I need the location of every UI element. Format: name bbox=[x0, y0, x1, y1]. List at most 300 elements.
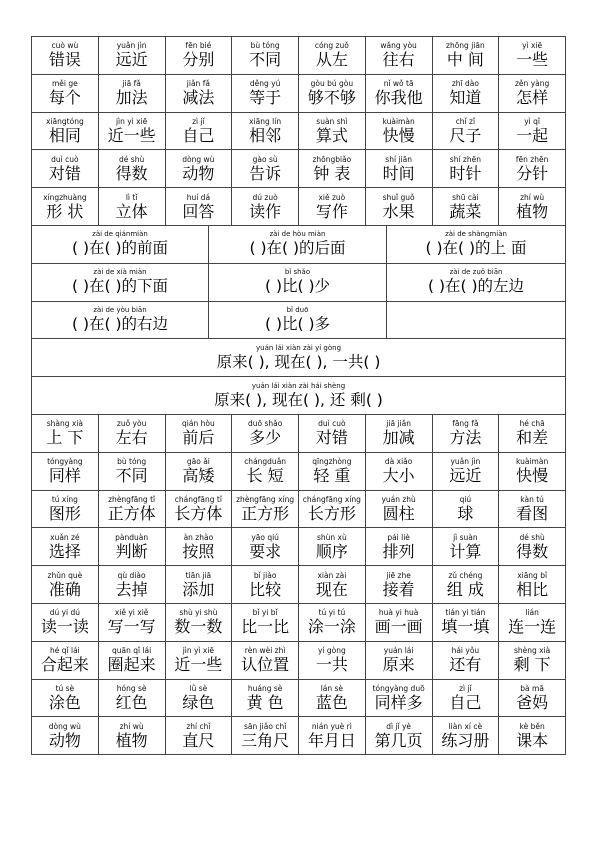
word-cell bbox=[366, 453, 433, 490]
hanzi-text: 同样多 bbox=[374, 692, 423, 712]
hanzi-text: 相同 bbox=[48, 125, 81, 145]
pinyin-text: sān jiǎo chǐ bbox=[243, 721, 287, 731]
word-cell bbox=[433, 188, 500, 225]
pinyin-text: zhǔn què bbox=[47, 570, 83, 580]
hanzi-text: 近一些 bbox=[174, 655, 223, 675]
pinyin-text: hái yǒu bbox=[451, 646, 480, 656]
pinyin-text: dòng wù bbox=[182, 154, 215, 164]
pinyin-text: zài de yòu biān bbox=[93, 305, 147, 314]
word-row bbox=[32, 491, 566, 529]
hanzi-text: 第几页 bbox=[374, 730, 423, 750]
word-cell bbox=[99, 566, 166, 603]
pinyin-text: yí gòng bbox=[317, 646, 346, 656]
pinyin-text: bù tóng bbox=[117, 457, 147, 467]
pinyin-text: àn zhào bbox=[183, 532, 214, 542]
word-cell bbox=[433, 113, 500, 150]
word-cell bbox=[433, 150, 500, 187]
hanzi-text: 水果 bbox=[382, 201, 415, 221]
phrase-row bbox=[32, 264, 566, 302]
hanzi-text: 告诉 bbox=[249, 163, 282, 183]
hanzi-text: ( )在( )的右边 bbox=[71, 314, 169, 333]
pinyin-text: chǐ zǐ bbox=[455, 116, 476, 126]
word-cell bbox=[232, 680, 299, 717]
hanzi-text: 轻 重 bbox=[313, 466, 351, 486]
word-cell bbox=[232, 75, 299, 112]
phrase-cell bbox=[387, 264, 566, 301]
phrase-row bbox=[32, 339, 566, 377]
word-cell bbox=[166, 415, 233, 452]
pinyin-text: shí zhēn bbox=[449, 154, 481, 164]
pinyin-text: gāo ǎi bbox=[186, 457, 210, 467]
hanzi-text: 长方体 bbox=[174, 503, 223, 523]
pinyin-text: duì cuò bbox=[51, 154, 79, 164]
word-row bbox=[32, 528, 566, 566]
pinyin-text: bǐ shǎo bbox=[284, 268, 311, 277]
pinyin-text: yuǎn jìn bbox=[116, 41, 147, 51]
hanzi-text: 年月日 bbox=[307, 730, 356, 750]
hanzi-text: 一起 bbox=[516, 125, 549, 145]
hanzi-text: 球 bbox=[457, 503, 474, 523]
hanzi-text: 知道 bbox=[449, 88, 482, 108]
word-cell bbox=[366, 528, 433, 565]
word-cell bbox=[366, 566, 433, 603]
hanzi-text: 剩 下 bbox=[513, 655, 551, 675]
word-cell bbox=[232, 528, 299, 565]
phrase-cell bbox=[32, 226, 209, 263]
hanzi-text: 正方体 bbox=[107, 503, 156, 523]
hanzi-text: 左右 bbox=[115, 428, 148, 448]
hanzi-text: 快慢 bbox=[382, 125, 415, 145]
hanzi-text: 涂色 bbox=[48, 692, 81, 712]
pinyin-text: tiān jiā bbox=[185, 570, 212, 580]
pinyin-text: zhí wù bbox=[520, 192, 545, 202]
word-cell bbox=[499, 37, 566, 74]
phrase-row bbox=[32, 226, 566, 264]
word-cell bbox=[366, 717, 433, 754]
word-cell bbox=[499, 75, 566, 112]
word-cell bbox=[232, 604, 299, 641]
pinyin-text: lián bbox=[525, 608, 539, 618]
hanzi-text: 怎样 bbox=[516, 88, 549, 108]
hanzi-text: 涂一涂 bbox=[307, 617, 356, 637]
word-row bbox=[32, 113, 566, 151]
hanzi-text: 添加 bbox=[182, 579, 215, 599]
word-cell bbox=[166, 150, 233, 187]
word-cell bbox=[499, 604, 566, 641]
hanzi-text: 绿色 bbox=[182, 692, 215, 712]
hanzi-text: 上 下 bbox=[46, 428, 84, 448]
word-cell bbox=[32, 491, 99, 528]
hanzi-text: 组 成 bbox=[446, 579, 484, 599]
hanzi-text: 连一连 bbox=[508, 617, 557, 637]
word-cell bbox=[433, 604, 500, 641]
pinyin-text: shū cài bbox=[452, 192, 479, 202]
word-row bbox=[32, 150, 566, 188]
word-cell bbox=[299, 604, 366, 641]
word-cell bbox=[499, 680, 566, 717]
pinyin-text: hóng sè bbox=[116, 683, 147, 693]
word-cell bbox=[433, 528, 500, 565]
word-cell bbox=[299, 566, 366, 603]
word-cell bbox=[166, 604, 233, 641]
word-cell bbox=[166, 37, 233, 74]
word-cell bbox=[499, 566, 566, 603]
pinyin-text: pái liè bbox=[387, 532, 410, 542]
hanzi-text: 回答 bbox=[182, 201, 215, 221]
hanzi-text: 前后 bbox=[182, 428, 215, 448]
hanzi-text: 减法 bbox=[182, 88, 215, 108]
word-cell bbox=[499, 528, 566, 565]
hanzi-text: 图形 bbox=[48, 503, 81, 523]
hanzi-text: 画一画 bbox=[374, 617, 423, 637]
hanzi-text: 准确 bbox=[48, 579, 81, 599]
pinyin-text: shèng xià bbox=[513, 646, 551, 656]
pinyin-text: xuǎn zé bbox=[50, 532, 80, 542]
pinyin-text: shuǐ guǒ bbox=[382, 192, 415, 202]
word-cell bbox=[32, 415, 99, 452]
word-cell bbox=[299, 491, 366, 528]
pinyin-text: gòu bú gòu bbox=[310, 79, 354, 89]
pinyin-text: dé shù bbox=[519, 532, 545, 542]
hanzi-text: 植物 bbox=[115, 730, 148, 750]
word-cell bbox=[166, 642, 233, 679]
pinyin-text: dú zuò bbox=[252, 192, 278, 202]
word-cell bbox=[32, 604, 99, 641]
pinyin-text: nián yuè rì bbox=[311, 721, 352, 731]
phrase-cell bbox=[32, 377, 566, 414]
phrase-cell bbox=[32, 302, 209, 339]
word-cell bbox=[166, 113, 233, 150]
pinyin-text: qù diào bbox=[117, 570, 146, 580]
pinyin-text: yuán lái xiàn zài yí gòng bbox=[255, 343, 342, 352]
pinyin-text: yuán lái bbox=[383, 646, 414, 656]
word-cell bbox=[32, 113, 99, 150]
hanzi-text: 长 短 bbox=[246, 466, 284, 486]
pinyin-text: fēn zhēn bbox=[515, 154, 549, 164]
word-cell bbox=[166, 717, 233, 754]
pinyin-text: kè běn bbox=[519, 721, 545, 731]
hanzi-text: 每个 bbox=[48, 88, 81, 108]
hanzi-text: 动物 bbox=[182, 163, 215, 183]
hanzi-text: 算式 bbox=[315, 125, 348, 145]
pinyin-text: jìn yì xiē bbox=[182, 646, 215, 656]
word-cell bbox=[433, 37, 500, 74]
pinyin-text: pànduàn bbox=[115, 532, 149, 542]
pinyin-text: xiāng lín bbox=[249, 116, 282, 126]
pinyin-text: cóng zuǒ bbox=[314, 41, 349, 51]
word-cell bbox=[99, 717, 166, 754]
pinyin-text: zǔ chéng bbox=[448, 570, 483, 580]
pinyin-text: lǜ sè bbox=[189, 683, 208, 693]
hanzi-text: 加减 bbox=[382, 428, 415, 448]
hanzi-text: 看图 bbox=[516, 503, 549, 523]
hanzi-text: 分别 bbox=[182, 50, 215, 70]
pinyin-text: kuàimàn bbox=[382, 116, 415, 126]
pinyin-text: quān qǐ lái bbox=[112, 646, 152, 656]
hanzi-text: 错误 bbox=[48, 50, 81, 70]
word-cell bbox=[299, 680, 366, 717]
hanzi-text: 一些 bbox=[516, 50, 549, 70]
word-cell bbox=[99, 415, 166, 452]
pinyin-text: dé shù bbox=[119, 154, 145, 164]
hanzi-text: 顺序 bbox=[315, 541, 348, 561]
word-row bbox=[32, 604, 566, 642]
pinyin-text: chángfāng tǐ bbox=[174, 494, 222, 504]
phrase-cell bbox=[209, 264, 387, 301]
word-cell bbox=[166, 75, 233, 112]
word-cell bbox=[232, 415, 299, 452]
pinyin-text: yì xiē bbox=[522, 41, 543, 51]
pinyin-text: yuán zhù bbox=[381, 494, 416, 504]
hanzi-text: 不同 bbox=[115, 466, 148, 486]
hanzi-text: 多少 bbox=[249, 428, 282, 448]
pinyin-text: duō shǎo bbox=[247, 419, 283, 429]
hanzi-text: 比一比 bbox=[241, 617, 290, 637]
hanzi-text: 立体 bbox=[115, 201, 148, 221]
pinyin-text: qīngzhòng bbox=[312, 457, 352, 467]
pinyin-text: xiě yi xiě bbox=[114, 608, 149, 618]
pinyin-text: dì jǐ yè bbox=[386, 721, 412, 731]
hanzi-text: 时针 bbox=[449, 163, 482, 183]
word-cell bbox=[232, 566, 299, 603]
word-cell bbox=[99, 642, 166, 679]
vocabulary-table bbox=[31, 36, 566, 755]
word-cell bbox=[32, 453, 99, 490]
pinyin-text: bǐ jiào bbox=[253, 570, 277, 580]
pinyin-text: zěn yàng bbox=[515, 79, 550, 89]
pinyin-text: bǐ yi bǐ bbox=[252, 608, 278, 618]
word-cell bbox=[499, 188, 566, 225]
word-cell bbox=[99, 188, 166, 225]
pinyin-text: jiē zhe bbox=[386, 570, 411, 580]
word-cell bbox=[299, 188, 366, 225]
pinyin-text: fēn bié bbox=[185, 41, 212, 51]
hanzi-text: 正方形 bbox=[241, 503, 290, 523]
word-cell bbox=[433, 566, 500, 603]
word-cell bbox=[499, 415, 566, 452]
word-cell bbox=[166, 680, 233, 717]
word-cell bbox=[32, 528, 99, 565]
pinyin-text: zhī dào bbox=[451, 79, 479, 89]
pinyin-text: tú sè bbox=[55, 683, 75, 693]
pinyin-text: lì tǐ bbox=[125, 192, 138, 202]
pinyin-text: yì qǐ bbox=[524, 116, 540, 126]
word-cell bbox=[299, 113, 366, 150]
word-cell bbox=[166, 491, 233, 528]
pinyin-text: dú yi dú bbox=[49, 608, 81, 618]
hanzi-text: 去掉 bbox=[115, 579, 148, 599]
pinyin-text: tú yi tú bbox=[318, 608, 346, 618]
word-row bbox=[32, 680, 566, 718]
pinyin-text: měi ge bbox=[51, 79, 78, 89]
word-cell bbox=[499, 113, 566, 150]
hanzi-text: 相比 bbox=[516, 579, 549, 599]
hanzi-text: ( )在( )的上 面 bbox=[425, 239, 527, 258]
hanzi-text: 从左 bbox=[315, 50, 348, 70]
word-cell bbox=[99, 150, 166, 187]
word-cell bbox=[99, 680, 166, 717]
word-cell bbox=[32, 680, 99, 717]
word-cell bbox=[299, 453, 366, 490]
hanzi-text: 相邻 bbox=[249, 125, 282, 145]
word-cell bbox=[499, 642, 566, 679]
pinyin-text: jìn yì xiē bbox=[115, 116, 148, 126]
hanzi-text: 要求 bbox=[249, 541, 282, 561]
hanzi-text: 圈起来 bbox=[107, 655, 156, 675]
hanzi-text: 还有 bbox=[449, 655, 482, 675]
hanzi-text: 排列 bbox=[382, 541, 415, 561]
hanzi-text: 动物 bbox=[48, 730, 81, 750]
hanzi-text: 分针 bbox=[516, 163, 549, 183]
hanzi-text: 圆柱 bbox=[382, 503, 415, 523]
pinyin-text: jiā fǎ bbox=[122, 79, 141, 89]
word-cell bbox=[99, 113, 166, 150]
pinyin-text: zài de zuǒ biān bbox=[449, 268, 503, 277]
hanzi-text: ( )在( )的前面 bbox=[71, 239, 169, 258]
hanzi-text: 你我他 bbox=[374, 88, 423, 108]
pinyin-text: shù yi shù bbox=[179, 608, 218, 618]
hanzi-text: 接着 bbox=[382, 579, 415, 599]
pinyin-text: lán sè bbox=[320, 683, 344, 693]
hanzi-text: 蔬菜 bbox=[449, 201, 482, 221]
pinyin-text: xiàn zài bbox=[317, 570, 347, 580]
pinyin-text: zài de hòu miàn bbox=[269, 230, 326, 239]
hanzi-text: 数一数 bbox=[174, 617, 223, 637]
word-cell bbox=[299, 717, 366, 754]
pinyin-text: liàn xí cè bbox=[448, 721, 483, 731]
word-cell bbox=[166, 453, 233, 490]
hanzi-text: 和差 bbox=[516, 428, 549, 448]
word-cell bbox=[232, 642, 299, 679]
hanzi-text: 够不够 bbox=[307, 88, 356, 108]
hanzi-text: 蓝色 bbox=[315, 692, 348, 712]
pinyin-text: xiě zuò bbox=[318, 192, 346, 202]
hanzi-text: ( )在( )的下面 bbox=[71, 277, 169, 296]
hanzi-text: 加法 bbox=[115, 88, 148, 108]
hanzi-text: 长方形 bbox=[307, 503, 356, 523]
word-cell bbox=[366, 642, 433, 679]
phrase-cell bbox=[387, 226, 566, 263]
pinyin-text: huí dá bbox=[186, 192, 211, 202]
pinyin-text: shí jiān bbox=[385, 154, 412, 164]
word-cell bbox=[166, 188, 233, 225]
pinyin-text: dà xiǎo bbox=[384, 457, 413, 467]
hanzi-text: ( )在( )的左边 bbox=[427, 277, 525, 296]
hanzi-text: 比较 bbox=[249, 579, 282, 599]
word-cell bbox=[232, 453, 299, 490]
pinyin-text: qiú bbox=[459, 494, 472, 504]
word-cell bbox=[366, 604, 433, 641]
word-cell bbox=[99, 37, 166, 74]
hanzi-text: 对错 bbox=[48, 163, 81, 183]
word-row bbox=[32, 642, 566, 680]
pinyin-text: jiā jiǎn bbox=[386, 419, 411, 429]
word-cell bbox=[32, 37, 99, 74]
hanzi-text: 自己 bbox=[182, 125, 215, 145]
hanzi-text: 远近 bbox=[449, 466, 482, 486]
word-cell bbox=[232, 188, 299, 225]
pinyin-text: jì suàn bbox=[453, 532, 478, 542]
hanzi-text: 一共 bbox=[315, 655, 348, 675]
hanzi-text: 读作 bbox=[249, 201, 282, 221]
pinyin-text: zài de xià miàn bbox=[93, 268, 147, 277]
word-cell bbox=[299, 150, 366, 187]
hanzi-text: 钟 表 bbox=[313, 163, 351, 183]
hanzi-text: 尺子 bbox=[449, 125, 482, 145]
word-cell bbox=[433, 75, 500, 112]
hanzi-text: 往右 bbox=[382, 50, 415, 70]
pinyin-text: gào sù bbox=[252, 154, 278, 164]
hanzi-text: 填一填 bbox=[441, 617, 490, 637]
pinyin-text: fāng fǎ bbox=[452, 419, 479, 429]
word-cell bbox=[299, 528, 366, 565]
hanzi-text: 计算 bbox=[449, 541, 482, 561]
hanzi-text: ( )比( )多 bbox=[264, 314, 331, 333]
pinyin-text: huáng sè bbox=[247, 683, 283, 693]
word-cell bbox=[433, 491, 500, 528]
word-cell bbox=[366, 75, 433, 112]
pinyin-text: wǎng yòu bbox=[380, 41, 417, 51]
word-cell bbox=[433, 680, 500, 717]
hanzi-text: 高矮 bbox=[182, 466, 215, 486]
word-cell bbox=[32, 150, 99, 187]
phrase-row bbox=[32, 302, 566, 340]
hanzi-text: 同样 bbox=[48, 466, 81, 486]
word-row bbox=[32, 415, 566, 453]
word-cell bbox=[232, 150, 299, 187]
hanzi-text: 黄 色 bbox=[246, 692, 284, 712]
pinyin-text: xiāngtóng bbox=[46, 116, 84, 126]
hanzi-text: 远近 bbox=[115, 50, 148, 70]
word-cell bbox=[99, 528, 166, 565]
hanzi-text: 原来( ), 现在( ), 一共( ) bbox=[216, 352, 381, 371]
phrase-cell bbox=[32, 339, 566, 376]
hanzi-text: 原来 bbox=[382, 655, 415, 675]
pinyin-text: hé qǐ lái bbox=[50, 646, 80, 656]
word-cell bbox=[299, 415, 366, 452]
word-cell bbox=[99, 491, 166, 528]
pinyin-text: dòng wù bbox=[48, 721, 81, 731]
hanzi-text: 快慢 bbox=[516, 466, 549, 486]
word-cell bbox=[366, 491, 433, 528]
word-row bbox=[32, 717, 566, 755]
word-cell bbox=[232, 37, 299, 74]
hanzi-text: 中 间 bbox=[446, 50, 484, 70]
hanzi-text: ( )在( )的后面 bbox=[249, 239, 346, 258]
word-row bbox=[32, 75, 566, 113]
pinyin-text: chángfāng xíng bbox=[302, 494, 361, 504]
word-cell bbox=[433, 642, 500, 679]
word-row bbox=[32, 37, 566, 75]
pinyin-text: kuàimàn bbox=[516, 457, 549, 467]
hanzi-text: 练习册 bbox=[441, 730, 490, 750]
hanzi-text: 近一些 bbox=[107, 125, 156, 145]
hanzi-text: 对错 bbox=[315, 428, 348, 448]
hanzi-text: 判断 bbox=[115, 541, 148, 561]
word-cell bbox=[32, 75, 99, 112]
hanzi-text: 形 状 bbox=[46, 201, 84, 221]
pinyin-text: bù tóng bbox=[250, 41, 280, 51]
hanzi-text: 三角尺 bbox=[241, 730, 290, 750]
hanzi-text: 写作 bbox=[315, 201, 348, 221]
word-cell bbox=[433, 717, 500, 754]
pinyin-text: shàng xià bbox=[46, 419, 84, 429]
pinyin-text: yāo qiú bbox=[251, 532, 279, 542]
pinyin-text: zài de shàngmiàn bbox=[445, 230, 507, 239]
word-cell bbox=[366, 415, 433, 452]
pinyin-text: zhí chǐ bbox=[186, 721, 211, 731]
word-cell bbox=[32, 717, 99, 754]
